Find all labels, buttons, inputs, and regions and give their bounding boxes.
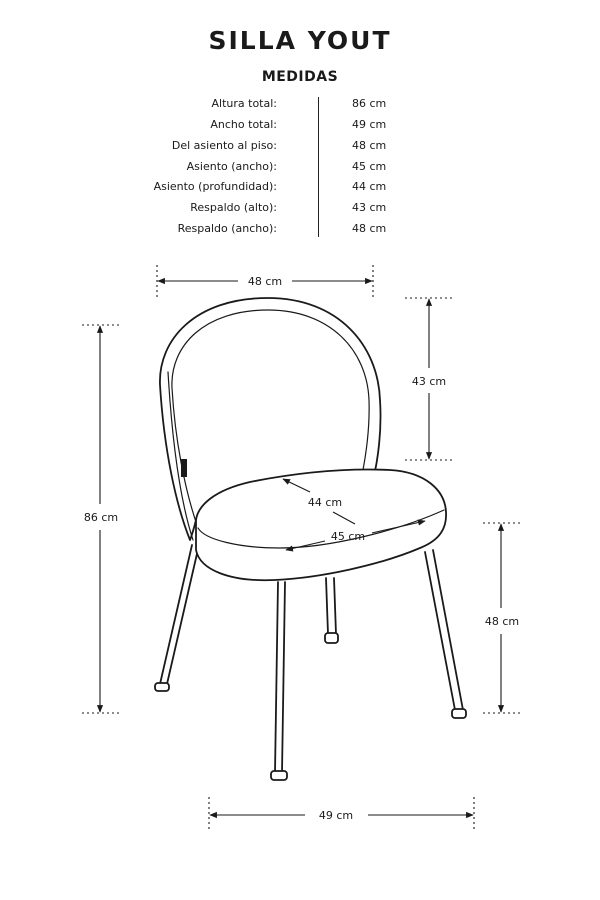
- label-tag: [181, 459, 187, 477]
- backrest-width-label: 48 cm: [247, 275, 283, 288]
- spec-value: 45 cm: [352, 160, 387, 173]
- spec-value: 49 cm: [352, 118, 387, 131]
- spec-label: Ancho total:: [210, 118, 277, 131]
- spec-value: 86 cm: [352, 97, 387, 110]
- total-height-label: 86 cm: [83, 511, 119, 524]
- product-title: SILLA YOUT: [208, 26, 392, 55]
- measurements-heading: MEDIDAS: [261, 69, 339, 85]
- spec-label: Asiento (profundidad):: [153, 180, 277, 193]
- total-width-label: 49 cm: [318, 809, 354, 822]
- spec-label: Del asiento al piso:: [171, 139, 277, 152]
- spec-label: Respaldo (ancho):: [177, 222, 277, 235]
- spec-value: 43 cm: [352, 201, 387, 214]
- seat-height-label: 48 cm: [484, 615, 520, 628]
- spec-value: 48 cm: [352, 139, 387, 152]
- spec-label: Respaldo (alto):: [190, 201, 277, 214]
- spec-label: Altura total:: [211, 97, 277, 110]
- spec-value: 44 cm: [352, 180, 387, 193]
- spec-label: Asiento (ancho):: [186, 160, 277, 173]
- seat-depth-label: 44 cm: [307, 496, 343, 509]
- seat-width-label: 45 cm: [330, 530, 366, 543]
- backrest-height-label: 43 cm: [411, 375, 447, 388]
- spec-value: 48 cm: [352, 222, 387, 235]
- chair-illustration: [155, 298, 466, 780]
- front-legs: [271, 550, 466, 780]
